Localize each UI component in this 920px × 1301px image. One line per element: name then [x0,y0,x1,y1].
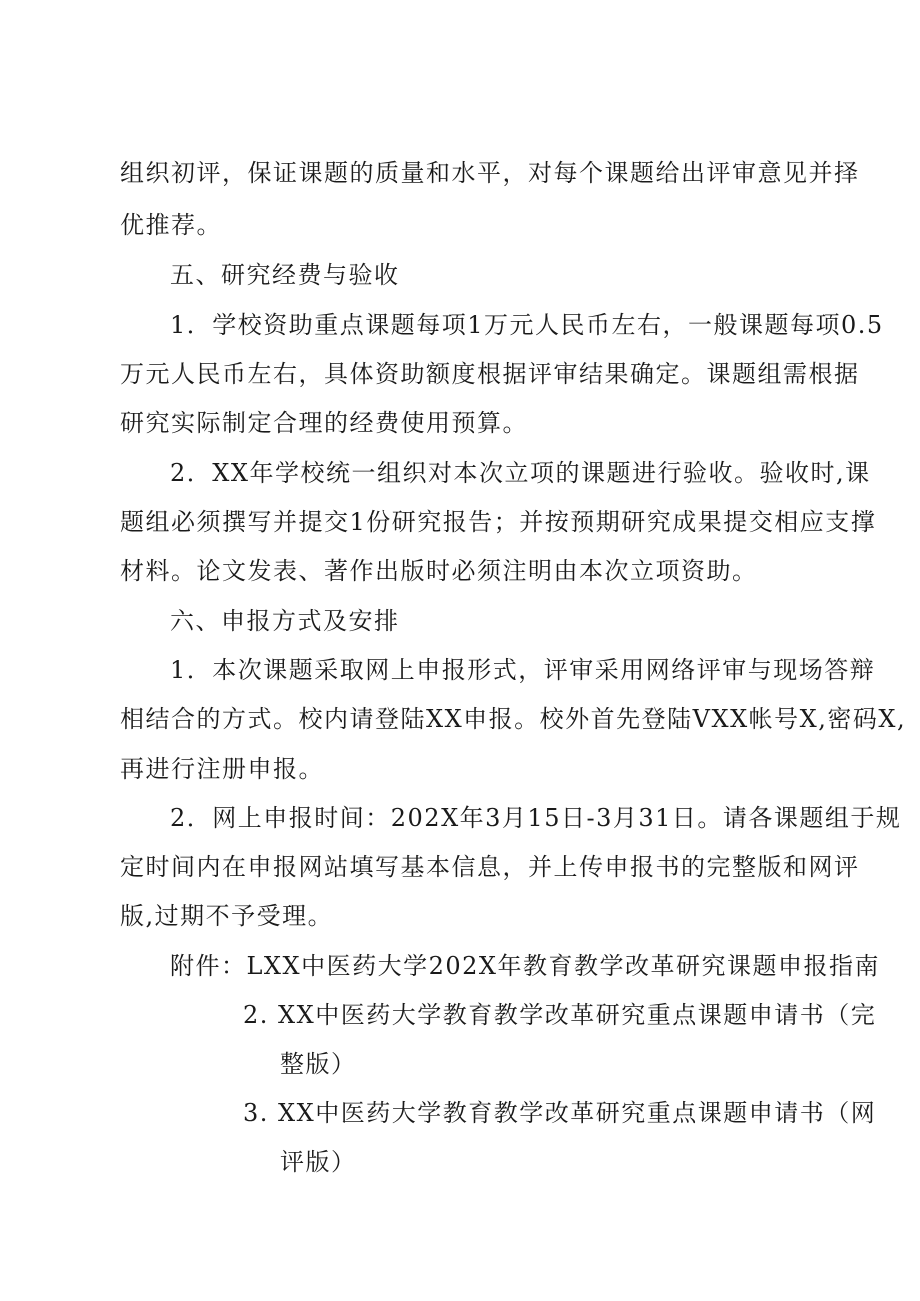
paragraph-line: 版,过期不予受理。 [120,902,334,930]
attachment-item-continued: 整版） [280,1050,357,1078]
attachment-item-continued: 评版） [280,1148,357,1176]
paragraph-line: 再进行注册申报。 [120,755,324,783]
paragraph-line: 2．XX年学校统一组织对本次立项的课题进行验收。验收时,课 [170,459,871,487]
paragraph-line: 相结合的方式。校内请登陆XX申报。校外首先登陆VXX帐号X,密码X, [120,705,907,733]
paragraph-line: 材料。论文发表、著作出版时必须注明由本次立项资助。 [120,557,758,585]
paragraph-line: 1．本次课题采取网上申报形式，评审采用网络评审与现场答辩 [170,656,876,684]
paragraph-line: 组织初评，保证课题的质量和水平，对每个课题给出评审意见并择 [120,159,860,187]
paragraph-line: 定时间内在申报网站填写基本信息，并上传申报书的完整版和网评 [120,853,860,881]
paragraph-line: 题组必须撰写并提交1份研究报告；并按预期研究成果提交相应支撑 [120,508,877,536]
paragraph-line: 万元人民币左右，具体资助额度根据评审结果确定。课题组需根据 [120,360,860,388]
section-heading: 五、研究经费与验收 [170,261,400,289]
paragraph-line: 1．学校资助重点课题每项1万元人民币左右，一般课题每项0.5 [170,311,884,339]
section-heading: 六、申报方式及安排 [170,607,400,635]
attachment-item: 3. XX中医药大学教育教学改革研究重点课题申请书（网 [243,1099,877,1127]
attachment-line: 附件：LXX中医药大学202X年教育教学改革研究课题申报指南 [170,952,881,980]
paragraph-line: 2．网上申报时间：202X年3月15日-3月31日。请各课题组于规 [170,804,902,832]
paragraph-line: 优推荐。 [120,211,222,239]
paragraph-line: 研究实际制定合理的经费使用预算。 [120,409,528,437]
attachment-item: 2. XX中医药大学教育教学改革研究重点课题申请书（完 [243,1001,877,1029]
